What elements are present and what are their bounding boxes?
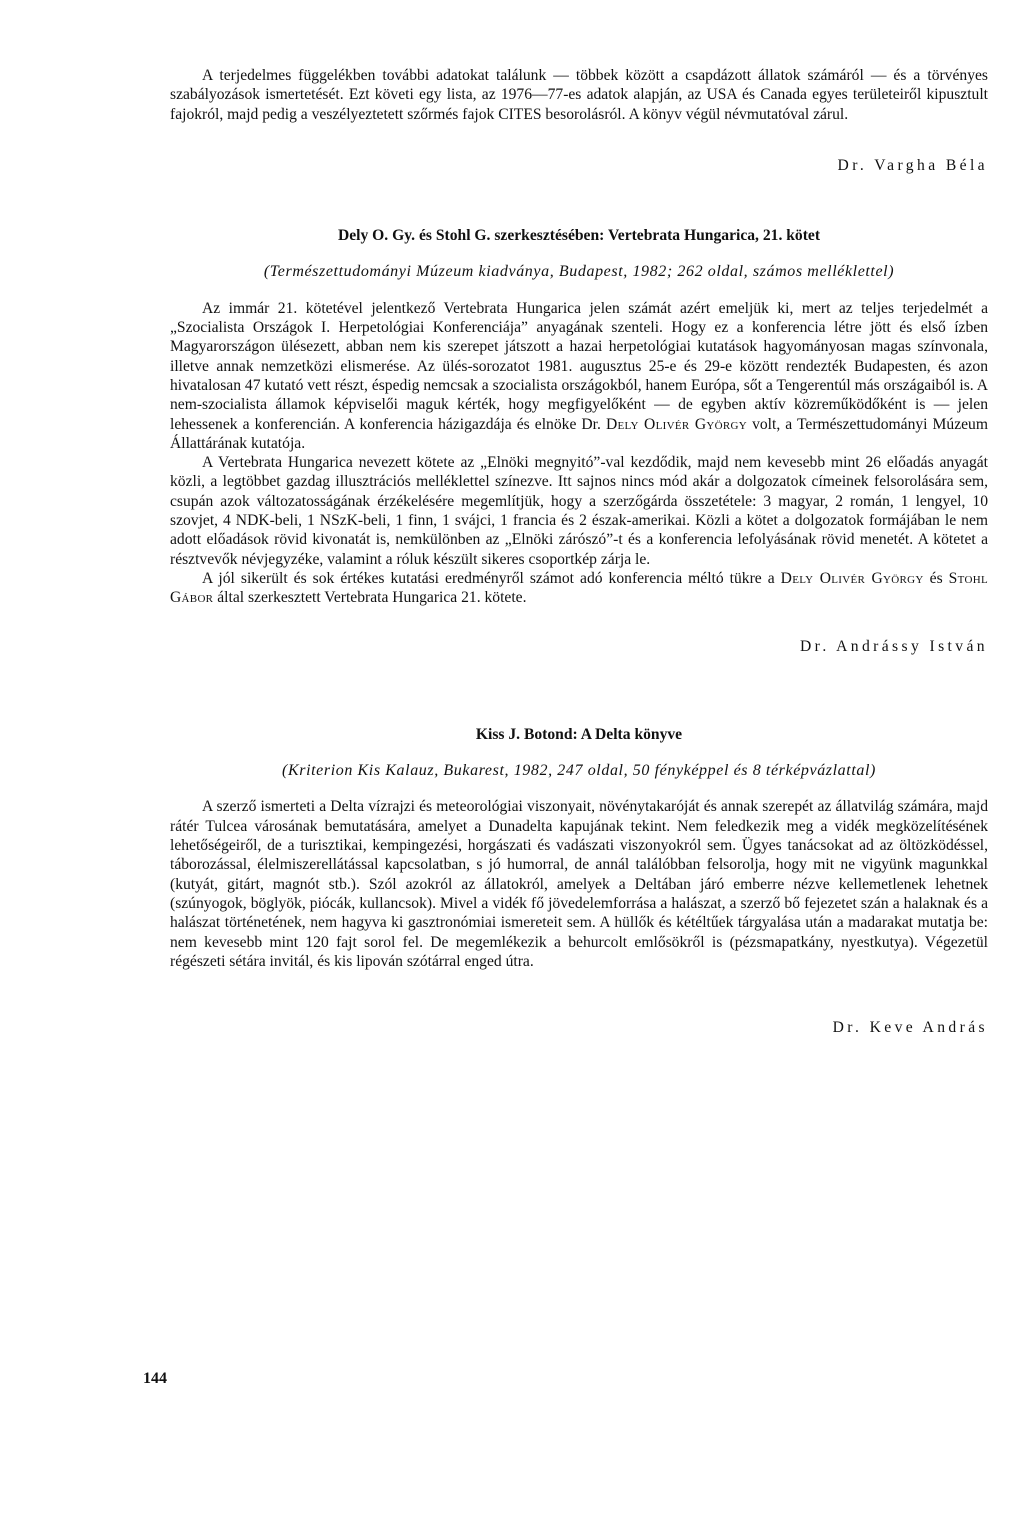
review2-p3-text: A jól sikerült és sok értékes kutatási eredményről számot adó konferencia méltó tükre a <box>202 569 781 587</box>
review2-p1-end: volt, a Természettudományi Múzeum Állattárának kutatója. <box>170 415 988 452</box>
review1-paragraph: A terjedelmes függelékben további adatokat találunk — többek között a csapdázott állatok számáról — és a törvényes szabályozások ismertetését. Ezt követi egy lista, az 1976—77-es adatok alapján, az USA és Canada egyes területeiről kipusztult fajokról, majd pedig a veszélyeztetett szőrmés fajok CITES besorolásról. A könyv végül névmutatóval zárul. <box>170 67 988 123</box>
review2-p3-end: által szerkesztett Vertebrata Hungarica 21. kötete. <box>213 589 527 607</box>
review2-p3-and: és <box>923 569 949 587</box>
review2-paragraph-2: A Vertebrata Hungarica nevezett kötete az „Elnöki megnyitó”-val kezdődik, majd nem kevesebb mint 26 előadás anyagát közli, a legtöbbet gazdag illusztrációs melléklettel színezve. Itt sajnos nincs mód akár a dolgozatok címeinek felsorolására sem, csupán azok változatosságának érzékelésére megemlítjük, hogy a szerzőgárda összetétele: 3 magyar, 2 román, 1 lengyel, 10 szovjet, 4 NDK-beli, 1 NSzK-beli, 1 finn, 1 svájci, 1 francia és 2 észak-amerikai. Közli a kötet a dolgozatok formájában le nem adott előadások rövid kivonatát is, nemkülönben az „Elnöki zárószó”-t és a konferencia lefolyásának rövid menetét. A kötetet a résztvevők névjegyzéke, valamint a róluk készült sikeres csoportkép zárja le. <box>170 454 988 568</box>
review2-heading: Dely O. Gy. és Stohl G. szerkesztésében: Vertebrata Hungarica, 21. kötet <box>337 227 821 245</box>
review2-p3-name1: Dely Olivér György <box>780 569 924 587</box>
review3-subheading: (Kriterion Kis Kalauz, Bukarest, 1982, 247 oldal, 50 fényképpel és 8 térképvázlattal) <box>282 762 876 780</box>
review3-paragraph: A szerző ismerteti a Delta vízrajzi és meteorológiai viszonyait, növénytakaróját és annak szerepét az állatvilág számára, majd rátér Tulcea városának bemutatására, amelyet a Dunadelta kapujának tekint. Nem feledkezik meg a vidék megközelítésének lehetőségeiről, de a turisztikai, kempingezési, horgászati és vadászati viszonyokról sem. Ügyes tanácsokat ad az öltözködéssel, táborozással, élelmiszerellátással kapcsolatban, s jó humorral, de annál találóbban felsorolja, hogy mit ne vigyünk magunkkal (kutyát, gitárt, magnót stb.). Szól azokról az állatokról, amelyek a Deltában járó emberre nézve kellemetlenek lehetnek (szúnyogok, böglyök, piócák, kullancsok). Mivel a vidék fő jövedelemforrása a halászat, a szerző bő fejezetet szán a halaknak és a halászat történetének, nem hagyva ki gasztronómiai ismereteit sem. A hüllők és kétéltűek tárgyalása után a madarakat mutatja be: nem kevesebb mint 120 fajt sorol fel. De megemlékezik a behurcolt emlősökről is (pézsmapatkány, nyestkutya). Végezetül régészeti sétára invitál, és kis lipován szótárral enged útra. <box>170 798 988 970</box>
review2-subheading: (Természettudományi Múzeum kiadványa, Budapest, 1982; 262 oldal, számos melléklettel) <box>263 263 895 281</box>
review3-signature: Dr. Keve András <box>832 1019 988 1037</box>
page-number: 144 <box>143 1370 167 1387</box>
review2-signature: Dr. Andrássy István <box>799 637 988 655</box>
review2-paragraph-3 <box>170 569 988 608</box>
review2-p1-text: Az immár 21. kötetével jelentkező Vertebrata Hungarica jelen számát azért emeljük ki, mert az teljes terjedelmét a „Szocialista Országok I. Herpetológiai Konferenciája” anyagának szenteli. Hogy ez a konferencia létre jött és első ízben Magyarországon ülésezett, abban nem kis szerepet játszott a hazai herpetológiai kutatások hagyományosan magas színvonala, illetve annak nemzetközi elismerése. Az ülés-sorozatot 1981. augusztus 25-e és 29-e között rendezték Budapesten, és azon hivatalosan 47 kutató vett részt, éspedig nemcsak a szocialista országokból, hanem Európa, sőt a Tengerentúl más országaiból is. A nem-szocialista államok képviselői maguk kérték, hogy megfigyelőként — de egyben aktív közreműködőként is — jelen lehessenek a konferencián. A konferencia házigazdája és elnöke Dr. <box>170 299 988 433</box>
review3-heading: Kiss J. Botond: A Delta könyve <box>475 725 683 743</box>
review1-signature: Dr. Vargha Béla <box>837 156 988 174</box>
review2-paragraph-1 <box>170 299 988 453</box>
review2-p1-name: Dely Olivér György <box>605 415 748 433</box>
review2-p3-name2: Stohl Gábor <box>170 569 988 607</box>
page-content <box>170 66 988 1037</box>
